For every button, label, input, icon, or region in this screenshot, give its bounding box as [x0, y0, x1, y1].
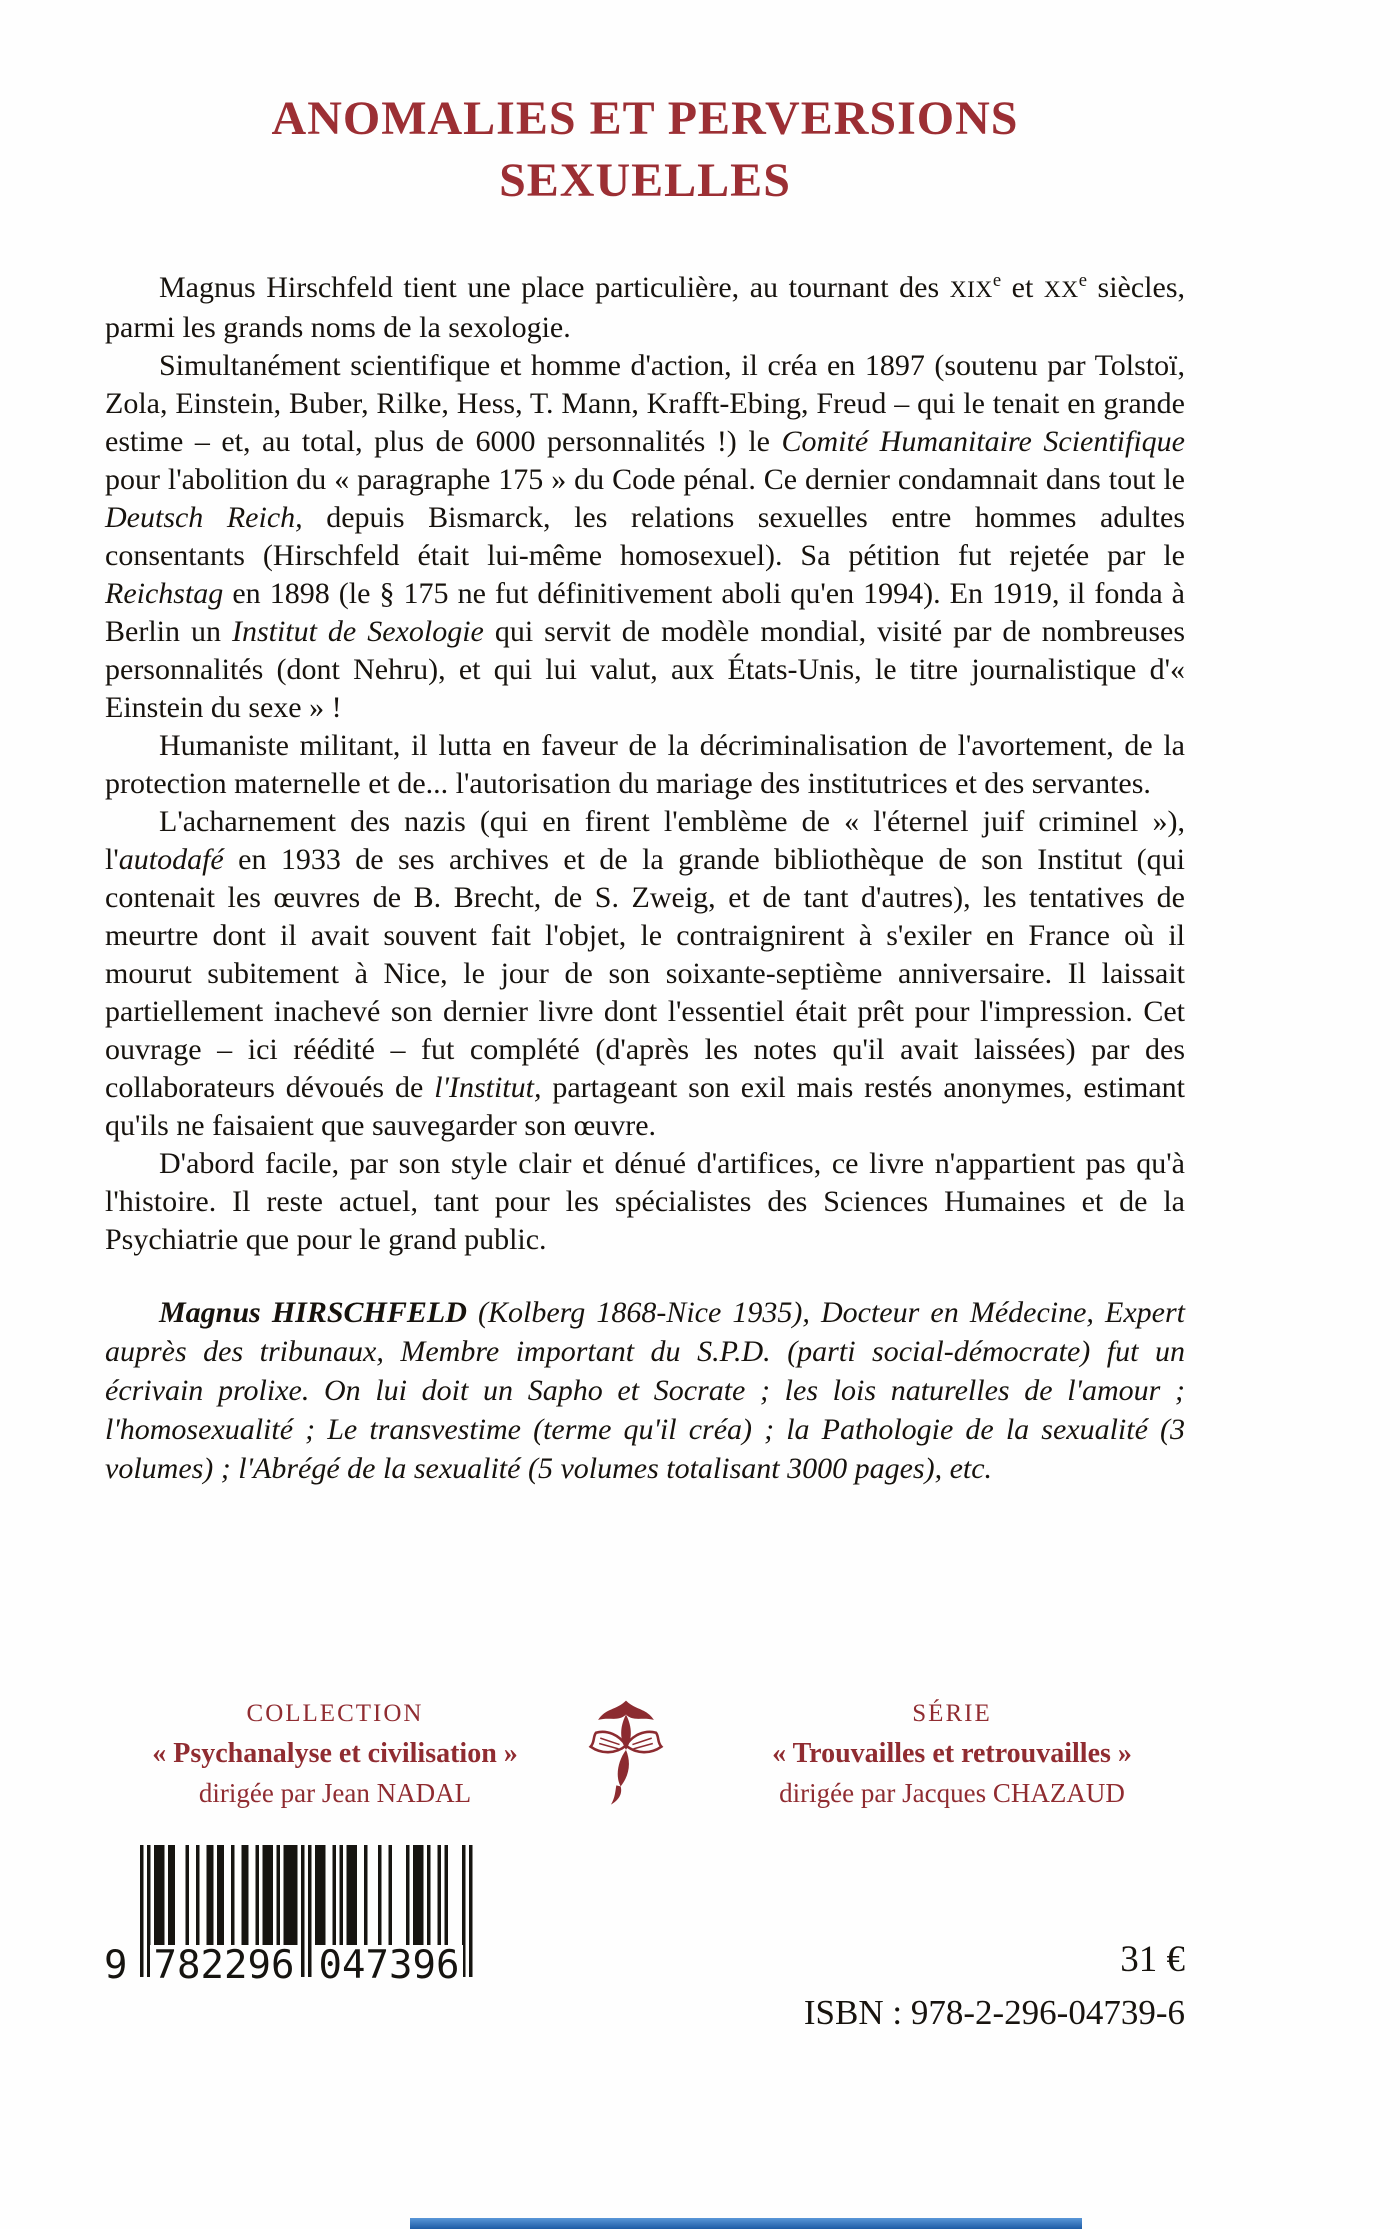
- author-bio: [105, 1293, 1185, 1488]
- serie-label: SÉRIE: [912, 1700, 992, 1727]
- text-segment: L'acharnement des nazis (qui en firent l'emblème de « l'éternel juif criminel »), l': [105, 804, 1185, 876]
- text-segment: siècles, parmi les grands noms de la sexologie.: [105, 270, 1185, 344]
- text-segment: (5 volumes totalisant 3000 pages), etc.: [527, 1451, 993, 1485]
- collection-director: dirigée par Jean NADAL: [198, 1778, 472, 1808]
- text-segment: l'Institut,: [434, 1070, 542, 1104]
- cover-text-block: [105, 88, 1185, 1488]
- book-title: [105, 88, 1185, 213]
- serie-director: dirigée par Jacques CHAZAUD: [779, 1778, 1125, 1808]
- text-segment: e: [1078, 269, 1087, 291]
- text-segment: partageant son exil mais restés anonymes, estimant qu'ils ne faisaient que sauvegarder son œuvre.: [105, 1070, 1185, 1142]
- publisher-emblem-logo: [570, 1692, 682, 1810]
- paragraph-conclusion: [105, 1145, 1185, 1259]
- paragraph-intro: [105, 269, 1185, 347]
- text-segment: Institut de Sexologie: [231, 614, 484, 648]
- paragraph-nazis-exile: [105, 803, 1185, 1145]
- text-segment: en 1933 de ses archives et de la grande bibliothèque de son Institut (qui contenait les œuvres de B. Brecht, de S. Zweig, et de tant d'autres), les tentatives de meurtre dont il avait souvent fait l'objet, le contraignirent à s'exiler en France où il mourut subitement à Nice, le jour de son soixante-septième anniversaire. Il laissait partiellement inachevé son dernier livre dont l'essentiel était prêt pour l'impression. Cet ouvrage – ici réédité – fut complété (d'après les notes qu'il avait laissées) par des collaborateurs dévoués de: [105, 842, 1185, 1104]
- text-segment: Magnus HIRSCHFELD: [159, 1295, 467, 1329]
- collection-name: « Psychanalyse et civilisation »: [152, 1738, 518, 1769]
- price: 31 €: [1120, 1939, 1185, 1980]
- text-segment: Reichstag: [105, 576, 224, 610]
- publisher-emblem-icon: [570, 1692, 682, 1810]
- text-segment: qui servit de modèle mondial, visité par de nombreuses personnalités (dont Nehru), et qui lui valut, aux États-Unis, le titre journalistique d'« Einstein du sexe » !: [105, 614, 1186, 724]
- text-segment: XX: [1043, 276, 1079, 303]
- text-segment: Humaniste militant, il lutta en faveur de la décriminalisation de l'avortement, de la protection maternelle et de... l'autorisation du mariage des institutrices et des servantes.: [105, 728, 1185, 800]
- barcode-digit-group2: 047396: [315, 1945, 463, 1987]
- book-title-line2: SEXUELLES: [499, 154, 791, 208]
- barcode-digit-lead: 9: [104, 1943, 128, 1988]
- text-segment: autodafé: [118, 842, 224, 876]
- text-segment: (terme qu'il créa) ; la: [533, 1412, 822, 1446]
- text-segment: en 1898 (le § 175 ne fut définitivement aboli qu'en 1994). En 1919, il fonda à Berlin un: [105, 576, 1185, 648]
- bottom-edge-blue-strip: [410, 2218, 1082, 2229]
- text-segment: depuis Bismarck, les relations sexuelles entre hommes adultes consentants (Hirschfeld était lui-même homosexuel). Sa pétition fut rejetée par le: [105, 500, 1186, 572]
- collection-block: [120, 1700, 550, 1809]
- text-segment: D'abord facile, par son style clair et dénué d'artifices, ce livre n'appartient pas qu'à l'histoire. Il reste actuel, tant pour les spécialistes des Sciences Humaines et de la Psychiatrie que pour le grand public.: [105, 1146, 1185, 1256]
- collection-label: COLLECTION: [246, 1700, 424, 1727]
- paragraph-humanist: [105, 727, 1185, 803]
- text-segment: Comité Humanitaire Scientifique: [781, 424, 1186, 458]
- text-segment: Deutsch Reich,: [105, 500, 303, 534]
- text-segment: et: [1001, 270, 1044, 304]
- barcode-digits: [104, 1943, 473, 1989]
- text-segment: e: [992, 269, 1002, 291]
- text-segment: Sapho et Socrate ; les lois naturelles de l'amour ; l'homosexualité ; Le transvestime: [105, 1373, 1185, 1446]
- text-segment: Pathologie de la sexualité: [821, 1412, 1161, 1446]
- text-segment: XIX: [949, 276, 993, 303]
- text-segment: Magnus Hirschfeld tient une place particulière, au tournant des: [159, 270, 950, 304]
- barcode-digit-group1: 782296: [150, 1945, 298, 1987]
- text-segment: Simultanément scientifique et homme d'action, il créa en 1897 (soutenu par Tolstoï, Zola, Einstein, Buber, Rilke, Hess, T. Mann, Krafft-Ebing, Freud – qui le tenait en grande estime – et, au total, plus de 6000 personnalités !) le: [105, 348, 1185, 458]
- paragraph-biography-career: [105, 347, 1185, 727]
- text-segment: (3 volumes) ;: [105, 1412, 1186, 1485]
- barcode: [104, 1845, 484, 1997]
- isbn: ISBN : 978-2-296-04739-6: [803, 1993, 1185, 2032]
- text-segment: pour l'abolition du « paragraphe 175 » du Code pénal. Ce dernier condamnait dans tout le: [105, 462, 1185, 496]
- text-segment: (Kolberg 1868-Nice 1935), Docteur en Médecine, Expert auprès des tribunaux, Membre important du S.P.D. (parti social-démocrate) fut un écrivain prolixe. On lui doit un: [105, 1295, 1185, 1407]
- serie-name: « Trouvailles et retrouvailles »: [772, 1738, 1132, 1769]
- text-segment: l'Abrégé de la sexualité: [238, 1451, 528, 1485]
- price-isbn-block: [804, 1938, 1185, 2033]
- serie-block: [742, 1700, 1162, 1809]
- book-title-line1: ANOMALIES ET PERVERSIONS: [271, 92, 1019, 145]
